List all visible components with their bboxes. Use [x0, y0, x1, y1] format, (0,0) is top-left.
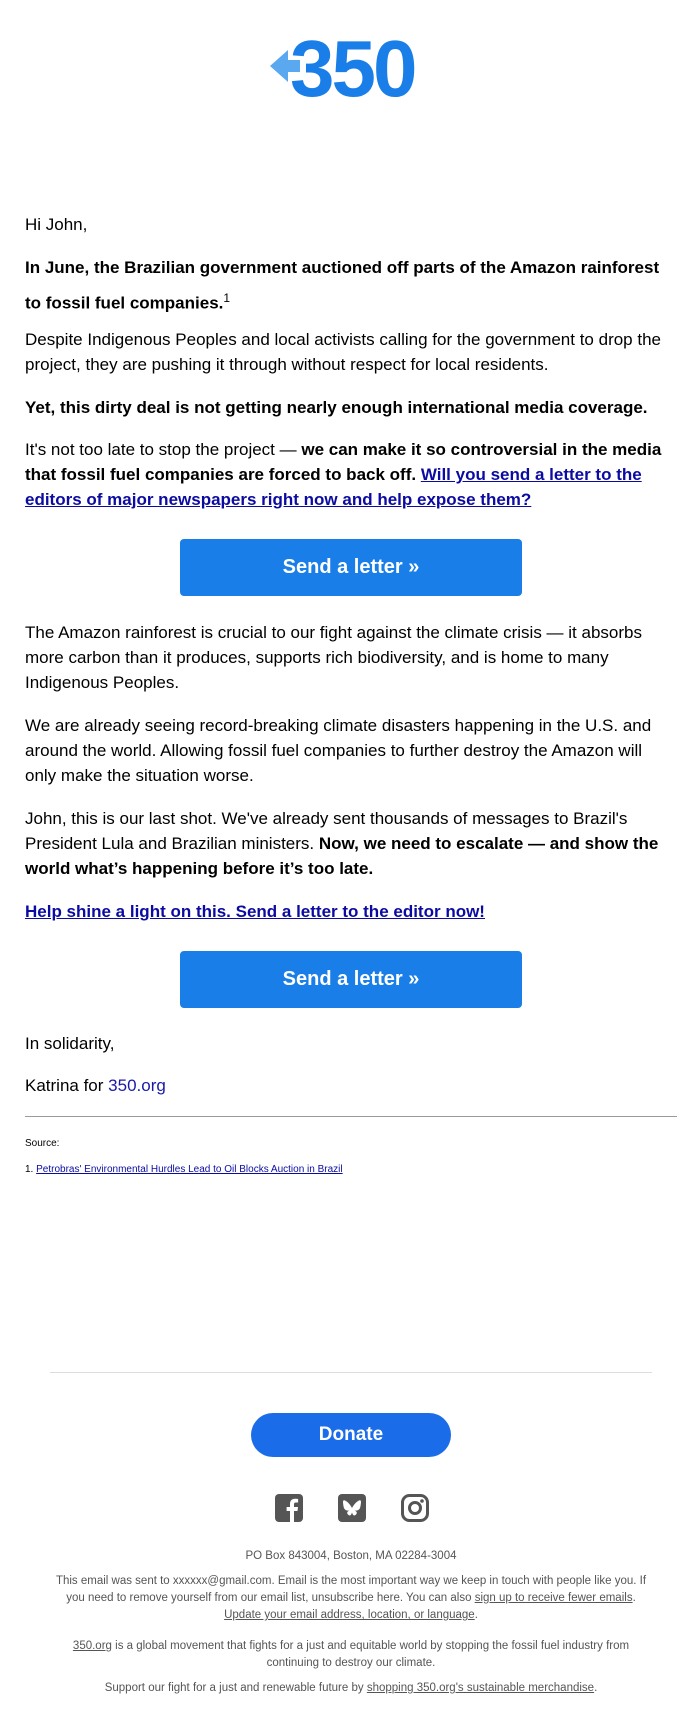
source-link[interactable]: Petrobras' Environmental Hurdles Lead to Oil Blocks Auction in Brazil: [36, 1164, 343, 1175]
signature-name: Katrina for: [25, 1076, 109, 1095]
paragraph-coverage-text: Yet, this dirty deal is not getting nearly enough international media coverage.: [25, 398, 648, 417]
paragraph-stop-project: [25, 437, 675, 512]
sent-to-text-4: .: [474, 1609, 478, 1621]
logo[interactable]: [0, 28, 700, 108]
send-letter-button-2[interactable]: Send a letter »: [180, 951, 522, 1008]
donate-button[interactable]: Donate: [251, 1413, 451, 1457]
support-text: Support our fight for a just and renewable future by: [104, 1682, 367, 1694]
source-item: [25, 1164, 343, 1175]
instagram-icon[interactable]: [401, 1494, 429, 1522]
org-link[interactable]: 350.org: [108, 1076, 166, 1095]
last-shot-bold: Now, we need to escalate — and show the world what’s happening before it’s too late.: [25, 834, 659, 878]
source-number: 1.: [25, 1164, 34, 1175]
footer-divider: [50, 1372, 652, 1373]
recipient-email: xxxxxx@gmail.com: [172, 1575, 272, 1587]
footer-address: PO Box 843004, Boston, MA 02284-3004: [245, 1550, 457, 1562]
paragraph-auction: [25, 253, 675, 319]
footer-about: [55, 1638, 647, 1672]
footer-support: [55, 1680, 647, 1697]
send-letter-link-1[interactable]: Will you send a letter to the editors of major newspapers right now and help expose them?: [25, 465, 642, 509]
facebook-icon[interactable]: [275, 1494, 303, 1522]
sent-to-text-1: This email was sent to: [55, 1575, 173, 1587]
paragraph-auction-text: In June, the Brazilian government auctioned off parts of the Amazon rainforest to fossil fuel companies.: [25, 258, 660, 313]
sent-to-text-2: . Email is the most important way we keep in touch with people like you. If you need to remove yourself from our email list, unsubscribe here. You can also: [66, 1575, 647, 1604]
footer-sent-to: [55, 1573, 647, 1624]
stop-project-text: It's not too late to stop the project —: [25, 440, 302, 459]
svg-text:350: 350: [290, 28, 415, 104]
sent-to-text-3: .: [632, 1592, 636, 1604]
merchandise-link[interactable]: shopping 350.org's sustainable merchandise: [366, 1682, 595, 1694]
signoff: In solidarity,: [25, 1034, 115, 1053]
paragraph-activists: Despite Indigenous Peoples and local activists calling for the government to drop the project, they are pushing it through without respect for local residents.: [25, 330, 661, 374]
last-shot-text: John, this is our last shot. We've already sent thousands of messages to Brazil's President Lula and Brazilian ministers.: [25, 809, 628, 853]
paragraph-coverage: [25, 395, 675, 420]
signature: [25, 1073, 675, 1098]
divider: [25, 1116, 677, 1117]
footnote-ref[interactable]: 1: [223, 291, 231, 305]
send-letter-link-2[interactable]: Help shine a light on this. Send a letter to the editor now!: [25, 902, 485, 921]
paragraph-amazon: The Amazon rainforest is crucial to our fight against the climate crisis — it absorbs more carbon than it produces, supports rich biodiversity, and is home to many Indigenous Peoples.: [25, 623, 642, 692]
bluesky-icon[interactable]: [338, 1494, 366, 1522]
about-org-link[interactable]: 350.org: [72, 1640, 112, 1652]
stop-project-bold: we can make it so controversial in the media that fossil fuel companies are forced to back off.: [25, 440, 662, 484]
update-profile-link[interactable]: Update your email address, location, or language: [224, 1609, 475, 1621]
send-letter-button-1[interactable]: Send a letter »: [180, 539, 522, 596]
support-end: .: [594, 1682, 598, 1694]
350-logo-icon: [270, 28, 430, 104]
fewer-emails-link[interactable]: sign up to receive fewer emails: [474, 1592, 633, 1604]
sources-label: Source:: [25, 1138, 60, 1149]
about-text: is a global movement that fights for a just and equitable world by stopping the fossil fuel industry from continuing to destroy our climate.: [111, 1640, 630, 1669]
paragraph-disasters: We are already seeing record-breaking climate disasters happening in the U.S. and around the world. Allowing fossil fuel companies to further destroy the Amazon will only make the situation worse.: [25, 716, 652, 785]
paragraph-shine-light: [25, 899, 675, 924]
greeting: Hi John,: [25, 215, 88, 234]
paragraph-last-shot: [25, 806, 675, 881]
